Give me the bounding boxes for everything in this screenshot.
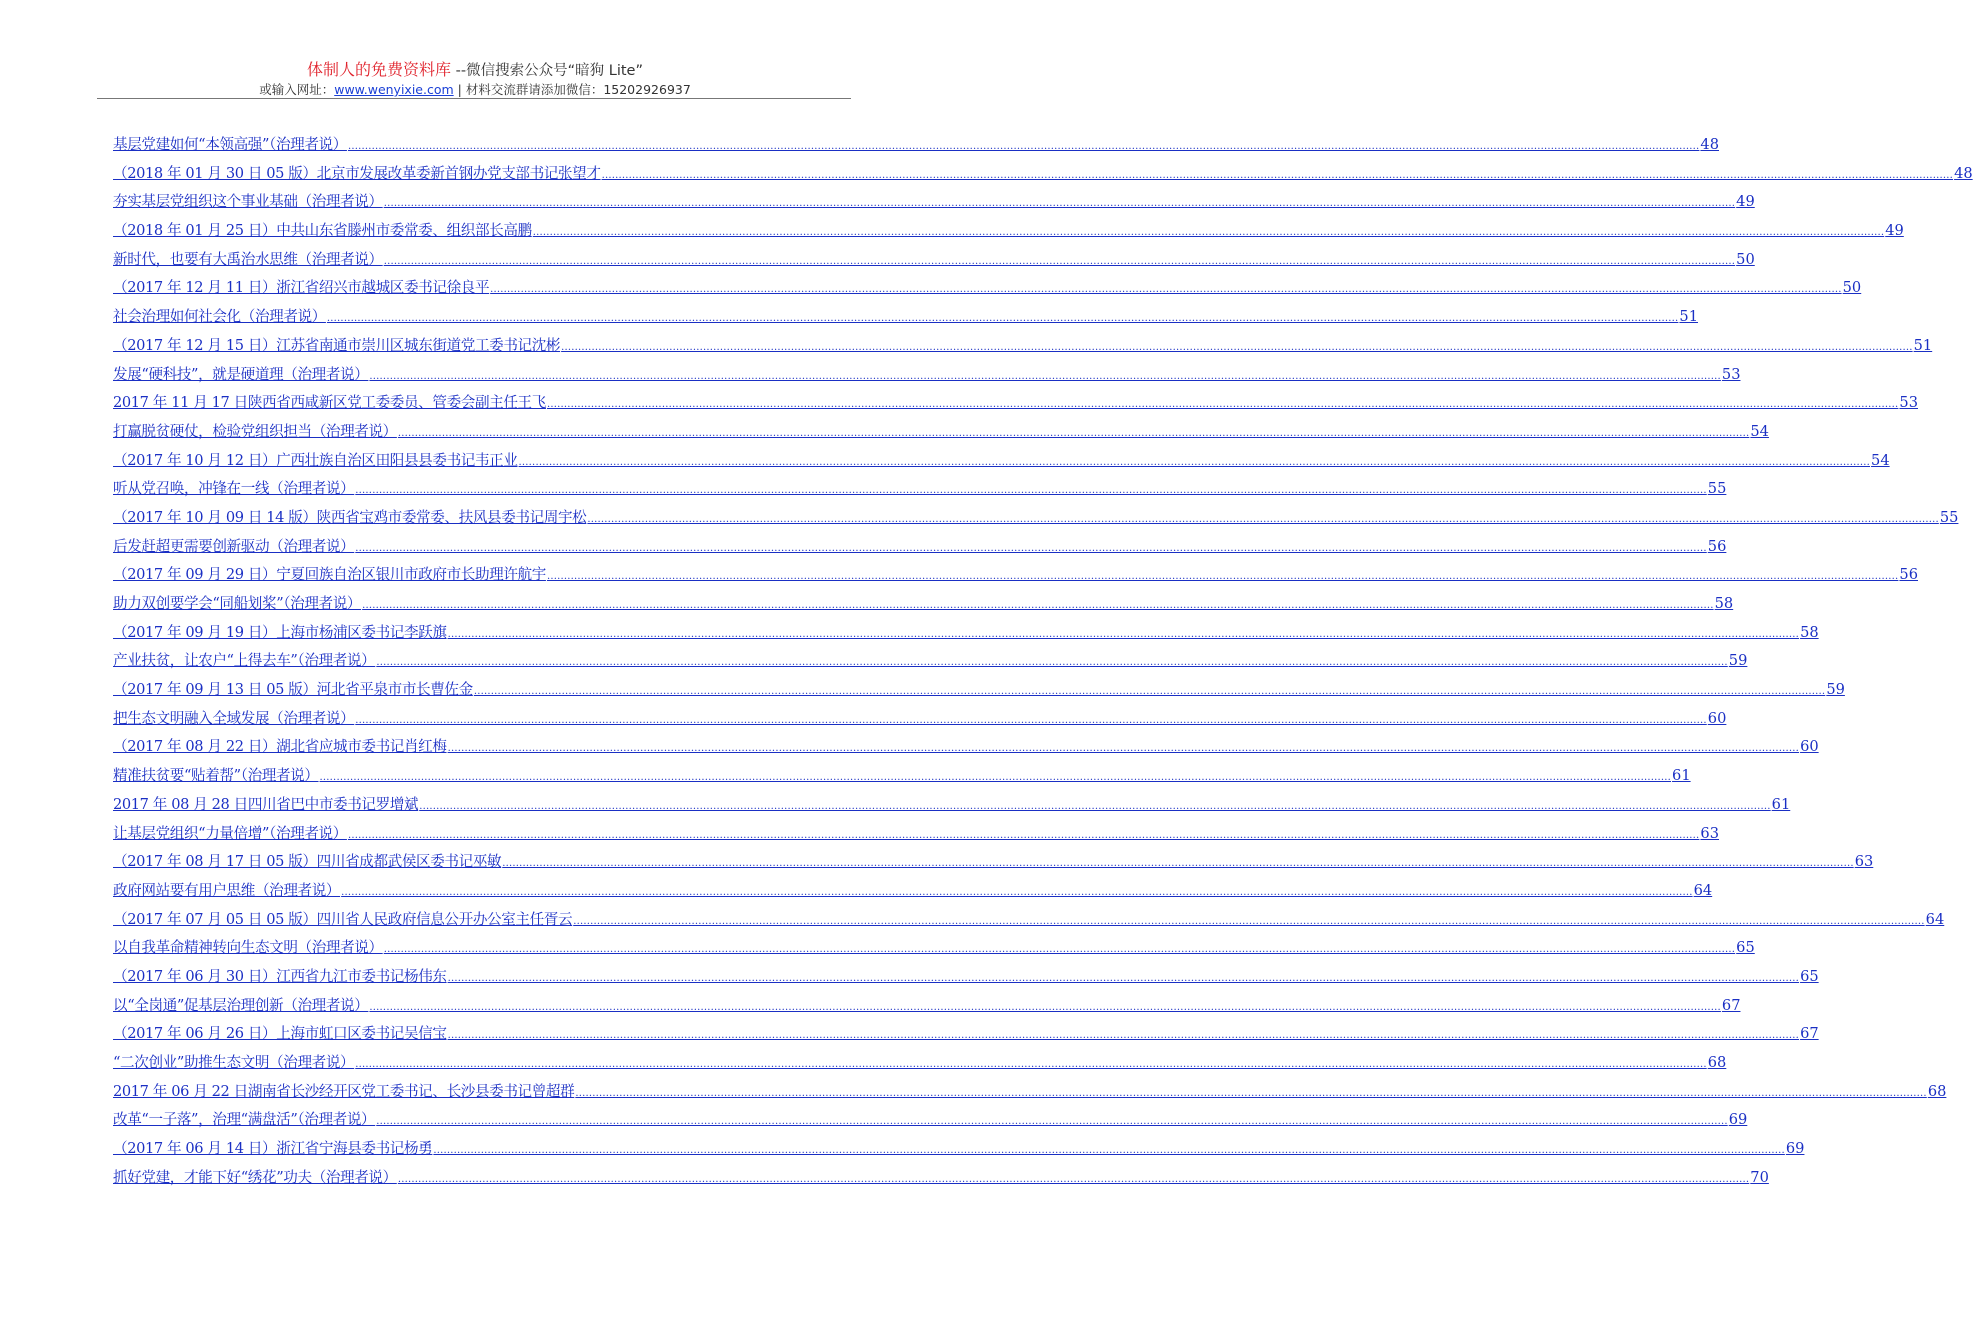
toc-entry-title: （2017 年 06 月 14 日）浙江省宁海县委书记杨勇 (113, 1140, 433, 1158)
toc-entry[interactable] (113, 907, 1945, 936)
toc-leader-dots: ................................................................................................................................................................................................................................................................................................................................................................................................................ (355, 1059, 1707, 1070)
toc-entry[interactable] (113, 734, 1819, 763)
toc-entry-page: 60 (1707, 709, 1727, 727)
toc-entry-page: 58 (1714, 595, 1734, 612)
toc-entry-page: 53 (1721, 365, 1741, 383)
toc-entry-title: 2017 年 06 月 22 日湖南省长沙经开区党工委书记、长沙县委书记曾超群 (113, 1082, 575, 1100)
toc-entry-title: 精准扶贫要“贴着帮”（治理者说） (113, 767, 319, 785)
toc-entry-title: 听从党召唤，冲锋在一线（治理者说） (113, 480, 355, 498)
toc-leader-dots: ................................................................................................................................................................................................................................................................................................................................................................................................................ (447, 628, 1800, 640)
toc-leader-dots: ................................................................................................................................................................................................................................................................................................................................................................................................................ (532, 227, 1885, 239)
toc-entry-page: 54 (1871, 451, 1890, 469)
toc-leader-dots: ................................................................................................................................................................................................................................................................................................................................................................................................................ (546, 399, 1899, 411)
toc-entry[interactable] (113, 534, 1727, 563)
toc-entry[interactable] (113, 1079, 1947, 1108)
toc-entry[interactable] (113, 304, 1698, 333)
toc-entry-page: 56 (1707, 537, 1727, 555)
toc-entry-title: 产业扶贫，让农户“上得去车”（治理者说） (113, 652, 376, 670)
toc-entry-page: 51 (1913, 336, 1933, 354)
toc-entry-title: （2017 年 10 月 12 日）广西壮族自治区田阳县县委书记韦正业 (113, 451, 518, 469)
toc-entry-page: 68 (1927, 1082, 1947, 1100)
toc-leader-dots: ................................................................................................................................................................................................................................................................................................................................................................................................................ (341, 886, 1693, 898)
toc-entry-title: （2017 年 09 月 13 日 05 版）河北省平泉市市长曹佐金 (113, 681, 473, 699)
toc-leader-dots: ................................................................................................................................................................................................................................................................................................................................................................................................................ (575, 1087, 1927, 1099)
toc-entry-page: 48 (1954, 164, 1973, 182)
toc-entry-page: 69 (1785, 1140, 1805, 1158)
toc-entry-page: 67 (1721, 996, 1741, 1014)
toc-leader-dots: ................................................................................................................................................................................................................................................................................................................................................................................................................ (326, 313, 1679, 325)
toc-entry-page: 50 (1842, 279, 1862, 297)
toc-leader-dots: ................................................................................................................................................................................................................................................................................................................................................................................................................ (473, 686, 1826, 698)
toc-entry-title: 2017 年 08 月 28 日四川省巴中市委书记罗增斌 (113, 795, 419, 813)
toc-entry[interactable] (113, 218, 1904, 247)
toc-leader-dots: ................................................................................................................................................................................................................................................................................................................................................................................................................ (518, 456, 1871, 468)
toc-leader-dots: ................................................................................................................................................................................................................................................................................................................................................................................................................ (447, 743, 1800, 755)
toc-leader-dots: ................................................................................................................................................................................................................................................................................................................................................................................................................ (383, 198, 1736, 210)
toc-entry-page: 59 (1728, 652, 1748, 670)
toc-leader-dots: ................................................................................................................................................................................................................................................................................................................................................................................................................ (355, 714, 1707, 726)
toc-entry-title: 把生态文明融入全域发展（治理者说） (113, 709, 355, 727)
toc-entry-page: 64 (1693, 881, 1713, 899)
toc-entry-title: 新时代，也要有大禹治水思维（治理者说） (113, 250, 383, 268)
toc-entry-page: 63 (1700, 824, 1719, 842)
toc-entry-title: （2018 年 01 月 25 日）中共山东省滕州市委常委、组织部长高鹏 (113, 222, 532, 240)
toc-entry-title: （2018 年 01 月 30 日 05 版）北京市发展改革委新首钢办党支部书记张望才 (113, 164, 601, 182)
toc-entry-page: 65 (1800, 967, 1819, 985)
toc-entry-title: 打赢脱贫硬仗，检验党组织担当（治理者说） (113, 422, 397, 440)
toc-entry-page: 50 (1736, 250, 1755, 268)
toc-entry-page: 56 (1899, 566, 1918, 584)
toc-entry[interactable] (113, 362, 1741, 391)
toc-entry[interactable] (113, 792, 1791, 821)
toc-entry-page: 61 (1672, 767, 1691, 785)
header-line-2 (0, 81, 950, 99)
toc-leader-dots: ................................................................................................................................................................................................................................................................................................................................................................................................................ (355, 485, 1707, 497)
toc-entry-page: 70 (1750, 1168, 1769, 1186)
toc-entry-title: （2017 年 09 月 19 日）上海市杨浦区委书记李跃旗 (113, 623, 447, 641)
toc-entry-page: 54 (1750, 422, 1769, 440)
header-title: 体制人的免费资料库 (307, 60, 452, 79)
toc-entry[interactable] (113, 275, 1862, 304)
toc-entry[interactable] (113, 591, 1734, 620)
toc-entry[interactable] (113, 878, 1713, 907)
table-of-contents (113, 132, 1973, 1193)
header-subtitle: --微信搜索公众号“暗狗 Lite” (455, 63, 643, 79)
toc-leader-dots: ................................................................................................................................................................................................................................................................................................................................................................................................................ (347, 829, 1700, 841)
toc-entry-title: 让基层党组织“力量倍增”（治理者说） (113, 824, 347, 842)
toc-entry-title: 政府网站要有用户思维（治理者说） (113, 881, 341, 899)
toc-leader-dots: ................................................................................................................................................................................................................................................................................................................................................................................................................ (433, 1145, 1785, 1157)
toc-leader-dots: ................................................................................................................................................................................................................................................................................................................................................................................................................ (397, 1173, 1750, 1185)
toc-entry[interactable] (113, 189, 1755, 218)
toc-entry-title: 发展“硬科技”，就是硬道理（治理者说） (113, 365, 369, 383)
toc-leader-dots: ................................................................................................................................................................................................................................................................................................................................................................................................................ (447, 972, 1800, 984)
header-url-prefix: 或输入网址： (259, 82, 335, 97)
toc-entry-page: 60 (1800, 738, 1819, 756)
toc-entry-title: 后发赶超更需要创新驱动（治理者说） (113, 537, 355, 555)
page-header (0, 60, 950, 99)
toc-entry[interactable] (113, 821, 1719, 850)
toc-entry[interactable] (113, 964, 1819, 993)
toc-leader-dots: ................................................................................................................................................................................................................................................................................................................................................................................................................ (319, 772, 1672, 784)
toc-entry[interactable] (113, 935, 1755, 964)
toc-entry-page: 64 (1925, 910, 1945, 928)
toc-entry-title: 助力双创要学会“同船划桨”（治理者说） (113, 595, 362, 612)
toc-entry-title: （2017 年 10 月 09 日 14 版）陕西省宝鸡市委常委、扶风县委书记周宇松 (113, 508, 587, 526)
toc-entry-page: 51 (1679, 308, 1698, 326)
toc-entry-title: （2017 年 06 月 26 日）上海市虹口区委书记吴信宝 (113, 1025, 447, 1043)
toc-entry[interactable] (113, 620, 1819, 649)
toc-entry-title: 2017 年 11 月 17 日陕西省西咸新区党工委委员、管委会副主任王飞 (113, 394, 546, 412)
toc-leader-dots: ................................................................................................................................................................................................................................................................................................................................................................................................................ (397, 427, 1750, 439)
toc-entry-title: 夯实基层党组织这个事业基础（治理者说） (113, 193, 383, 211)
toc-entry[interactable] (113, 448, 1890, 477)
header-line-1 (0, 60, 950, 81)
toc-entry[interactable] (113, 677, 1845, 706)
toc-entry[interactable] (113, 849, 1874, 878)
toc-entry-title: （2017 年 12 月 11 日）浙江省绍兴市越城区委书记徐良平 (113, 279, 490, 297)
toc-entry[interactable] (113, 132, 1719, 161)
toc-entry[interactable] (113, 562, 1918, 591)
toc-entry-title: 以自我革命精神转向生态文明（治理者说） (113, 939, 383, 957)
header-divider (97, 98, 851, 99)
toc-entry-page: 61 (1771, 795, 1791, 813)
toc-entry-title: 社会治理如何社会化（治理者说） (113, 308, 326, 326)
toc-entry-page: 65 (1736, 939, 1755, 957)
header-contact: | 材料交流群请添加微信：15202926937 (453, 82, 691, 97)
toc-entry-title: （2017 年 07 月 05 日 05 版）四川省人民政府信息公开办公室主任胥云 (113, 910, 573, 928)
toc-leader-dots: ................................................................................................................................................................................................................................................................................................................................................................................................................ (362, 600, 1714, 611)
toc-entry-title: 改革“一子落”，治理“满盘活”（治理者说） (113, 1111, 376, 1129)
toc-entry[interactable] (113, 1050, 1727, 1079)
toc-entry[interactable] (113, 419, 1769, 448)
toc-entry-page: 55 (1939, 508, 1959, 526)
toc-leader-dots: ................................................................................................................................................................................................................................................................................................................................................................................................................ (561, 341, 1913, 353)
toc-entry-title: 以“全岗通”促基层治理创新（治理者说） (113, 996, 369, 1014)
toc-entry[interactable] (113, 648, 1748, 677)
toc-entry-page: 49 (1885, 222, 1904, 240)
toc-entry[interactable] (113, 993, 1741, 1022)
toc-entry-page: 63 (1854, 853, 1874, 871)
toc-entry[interactable] (113, 505, 1959, 534)
toc-leader-dots: ................................................................................................................................................................................................................................................................................................................................................................................................................ (573, 915, 1925, 927)
toc-entry-page: 49 (1736, 193, 1755, 211)
toc-leader-dots: ................................................................................................................................................................................................................................................................................................................................................................................................................ (376, 1116, 1728, 1128)
toc-leader-dots: ................................................................................................................................................................................................................................................................................................................................................................................................................ (490, 284, 1842, 296)
toc-entry[interactable] (113, 1136, 1805, 1165)
toc-entry-page: 48 (1700, 136, 1719, 153)
toc-leader-dots: ................................................................................................................................................................................................................................................................................................................................................................................................................ (376, 657, 1728, 669)
toc-leader-dots: ................................................................................................................................................................................................................................................................................................................................................................................................................ (546, 571, 1899, 583)
toc-entry[interactable] (113, 476, 1727, 505)
toc-entry-title: （2017 年 06 月 30 日）江西省九江市委书记杨伟东 (113, 967, 447, 985)
toc-entry-title: 基层党建如何“本领高强”（治理者说） (113, 136, 347, 153)
toc-leader-dots: ................................................................................................................................................................................................................................................................................................................................................................................................................ (355, 542, 1707, 554)
toc-entry-title: （2017 年 08 月 17 日 05 版）四川省成都武侯区委书记巫敏 (113, 853, 502, 871)
toc-entry[interactable] (113, 161, 1973, 190)
toc-entry[interactable] (113, 1165, 1769, 1194)
toc-entry-title: （2017 年 09 月 29 日）宁夏回族自治区银川市政府市长助理许航宇 (113, 566, 546, 584)
toc-leader-dots: ................................................................................................................................................................................................................................................................................................................................................................................................................ (383, 944, 1736, 956)
toc-leader-dots: ................................................................................................................................................................................................................................................................................................................................................................................................................ (369, 1001, 1721, 1013)
toc-entry-page: 67 (1800, 1025, 1819, 1043)
toc-leader-dots: ................................................................................................................................................................................................................................................................................................................................................................................................................ (347, 141, 1700, 152)
toc-leader-dots: ................................................................................................................................................................................................................................................................................................................................................................................................................ (502, 858, 1854, 870)
toc-entry-title: 抓好党建，才能下好“绣花”功夫（治理者说） (113, 1168, 397, 1186)
toc-entry-page: 59 (1826, 681, 1845, 699)
toc-entry-title: （2017 年 12 月 15 日）江苏省南通市崇川区城东街道党工委书记沈彬 (113, 336, 561, 354)
toc-leader-dots: ................................................................................................................................................................................................................................................................................................................................................................................................................ (369, 370, 1721, 382)
toc-entry-page: 69 (1728, 1111, 1748, 1129)
toc-entry[interactable] (113, 763, 1691, 792)
toc-leader-dots: ................................................................................................................................................................................................................................................................................................................................................................................................................ (447, 1030, 1800, 1042)
toc-entry[interactable] (113, 390, 1918, 419)
toc-entry-page: 53 (1899, 394, 1918, 412)
toc-entry-title: （2017 年 08 月 22 日）湖北省应城市委书记肖红梅 (113, 738, 447, 756)
toc-entry-page: 55 (1707, 480, 1727, 498)
toc-entry[interactable] (113, 706, 1727, 735)
toc-entry[interactable] (113, 247, 1755, 276)
toc-entry-title: “二次创业”助推生态文明（治理者说） (113, 1054, 355, 1071)
toc-leader-dots: ................................................................................................................................................................................................................................................................................................................................................................................................................ (587, 513, 1939, 525)
toc-entry[interactable] (113, 1107, 1748, 1136)
toc-entry[interactable] (113, 1021, 1819, 1050)
toc-leader-dots: ................................................................................................................................................................................................................................................................................................................................................................................................................ (419, 800, 1771, 812)
header-url-link[interactable]: www.wenyixie.com (334, 82, 454, 97)
toc-entry-page: 68 (1707, 1054, 1727, 1071)
toc-entry[interactable] (113, 333, 1933, 362)
toc-leader-dots: ................................................................................................................................................................................................................................................................................................................................................................................................................ (383, 255, 1736, 267)
toc-leader-dots: ................................................................................................................................................................................................................................................................................................................................................................................................................ (601, 169, 1954, 181)
toc-entry-page: 58 (1800, 623, 1819, 641)
